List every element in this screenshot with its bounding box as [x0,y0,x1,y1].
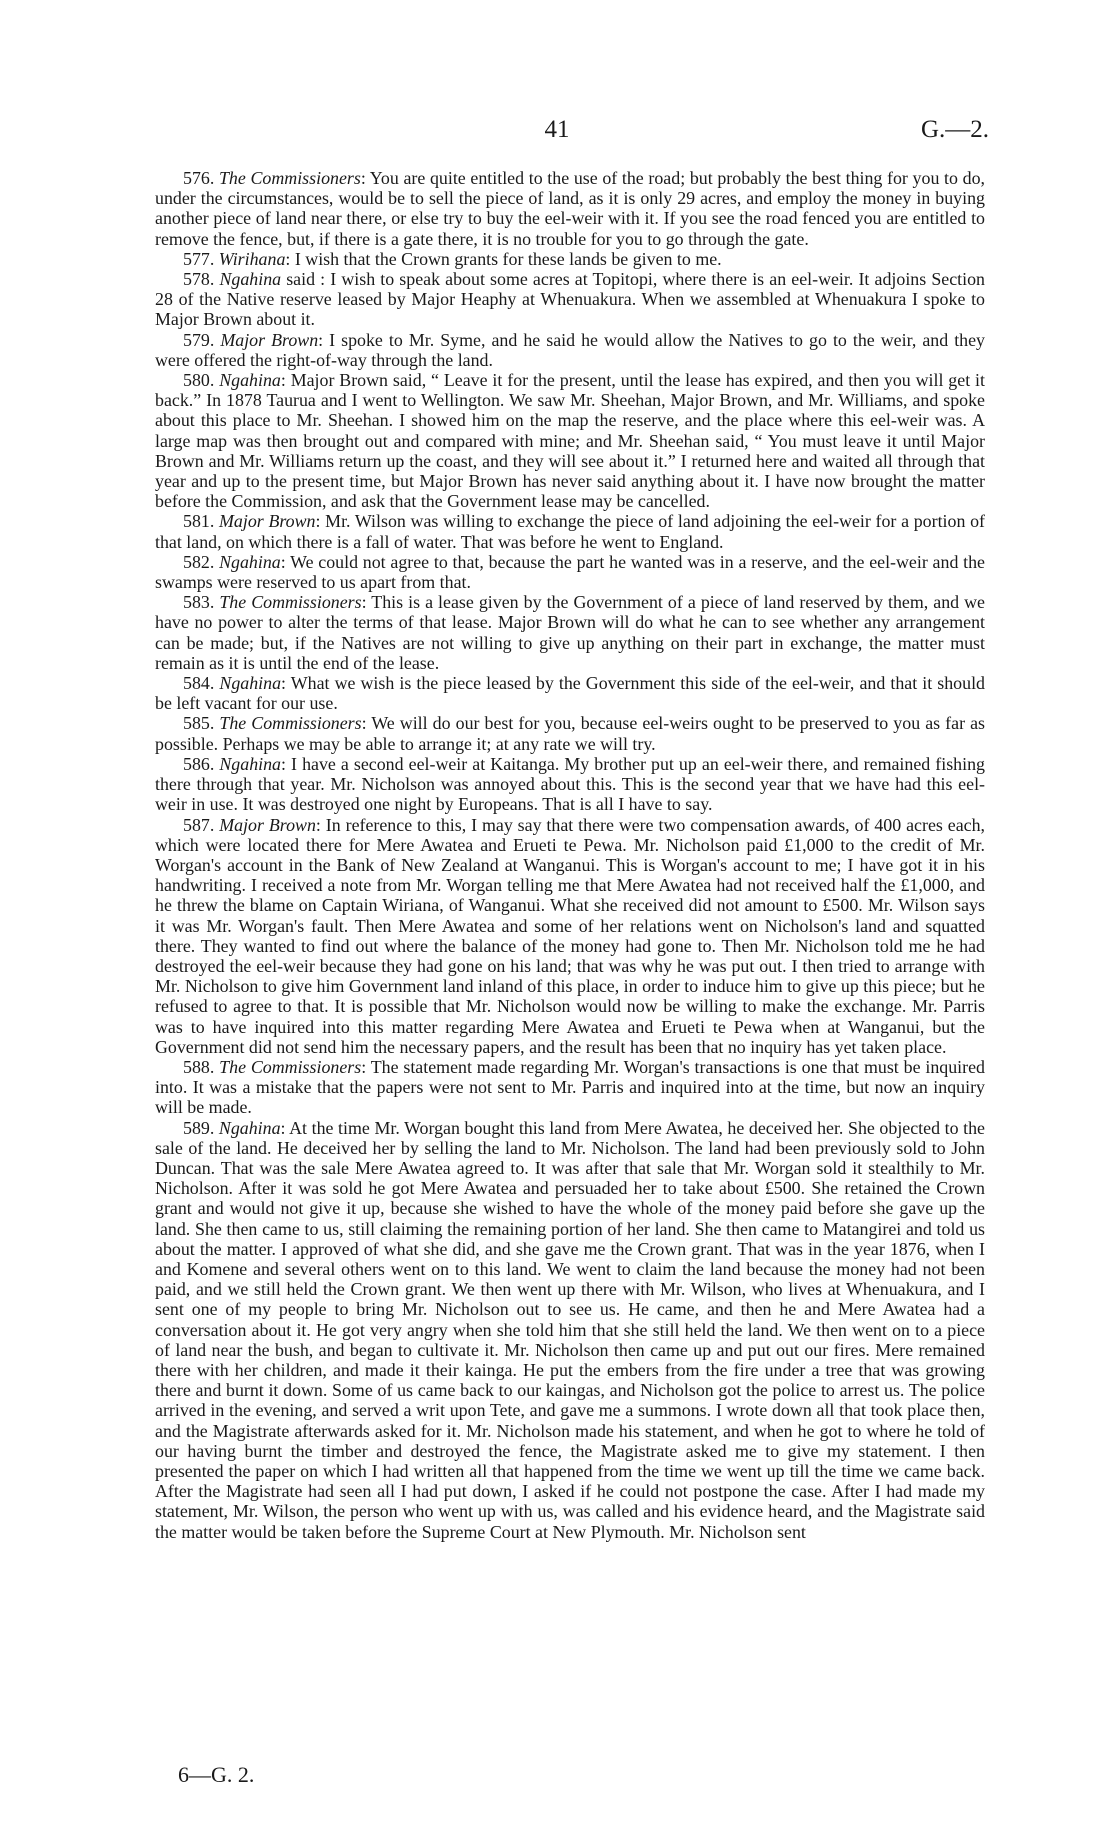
speaker-name: Wirihana [218,248,286,269]
page-number: 41 [544,116,570,143]
paragraph-text: : I wish that the Crown grants for these lands be given to me. [285,248,722,269]
paragraph-number: 587. [183,814,215,835]
paragraph-number: 577. [183,248,215,269]
speaker-name: Ngahina [219,370,281,391]
paragraph-588 [155,1057,985,1118]
paragraph-578 [155,269,985,330]
paragraph-number: 579. [183,329,215,350]
paragraph-number: 586. [183,753,215,774]
paragraph-text: : Major Brown said, “ Leave it for the present, until the lease has expired, and then you will get it back.” In 1878 Taurua and I went to Wellington. We saw Mr. Sheehan, Major Brown, and Mr. Williams, and spoke about this place to Mr. Sheehan. I showed him on the map the reserve, and the place where this eel-weir was. A large map was then brought out and compared with mine; and Mr. Sheehan said, “ You must leave it until Major Brown and Mr. Williams return up the coast, and they will see about it.” I returned here and waited all through that year and up to the present time, but Major Brown has never said anything about it. I have now brought the matter before the Commission, and ask that the Government lease may be cancelled. [155,370,985,512]
paragraph-577 [155,249,985,269]
paragraph-text: : Mr. Wilson was willing to exchange the piece of land adjoining the eel-weir for a portion of that land, on which there is a fall of water. That was before he went to England. [155,511,985,552]
speaker-name: Ngahina [219,269,282,290]
speaker-name: Major Brown [220,329,319,350]
paragraph-number: 576. [183,168,215,188]
paragraph-584 [155,673,985,713]
paragraph-582 [155,552,985,592]
paragraph-text: : This is a lease given by the Government of a piece of land reserved by them, and we have no power to alter the terms of that lease. Major Brown will do what he can to see whether any arrangement can be made; but, if the Natives are not willing to give up anything on their part in exchange, the matter must remain as it is until the end of the lease. [155,592,985,673]
speaker-name: Ngahina [219,753,282,774]
speaker-name: Major Brown [219,511,316,532]
paragraph-581 [155,511,985,551]
paragraph-number: 578. [183,269,215,290]
paragraph-text: : You are quite entitled to the use of the road; but probably the best thing for you to do, under the circumstances, would be to sell the piece of land, as it is only 29 acres, and employ the money in buying another piece of land near there, or else try to buy the eel-weir with it. If you see the road fenced you are entitled to remove the fence, but, if there is a gate there, it is no trouble for you to go through the gate. [155,168,985,249]
speaker-name: Ngahina [219,551,281,572]
speaker-name: Ngahina [219,673,282,694]
speaker-name: The Commissioners [219,592,362,613]
paragraph-number: 582. [183,551,215,572]
paragraph-number: 584. [183,673,215,694]
speaker-name: Major Brown [219,814,316,835]
paragraph-number: 583. [183,592,215,613]
speaker-name: The Commissioners [219,1056,362,1077]
paragraph-number: 585. [183,713,215,734]
paragraph-number: 588. [183,1056,215,1077]
speaker-name: Ngahina [218,1117,281,1138]
paragraph-text: : In reference to this, I may say that there were two compensation awards, of 400 acres each, which were located there for Mere Awatea and Erueti te Pewa. Mr. Nicholson paid £1,000 to the credit of Mr. Worgan's account in the Bank of New Zealand at Wanganui. This is Worgan's account to me; I have got it in his handwriting. I received a note from Mr. Worgan telling me that Mere Awatea had not received half the £1,000, and he threw the blame on Captain Wiriana, of Wanganui. What she received did not amount to £500. Mr. Wilson says it was Mr. Worgan's fault. Then Mere Awatea and some of her relations went on Nicholson's land and squatted there. They wanted to find out where the balance of the money had gone to. Then Mr. Nicholson told me he had destroyed the eel-weir because they had gone on his land; that was why he was put out. I then tried to arrange with Mr. Nicholson to give him Government land inland of this place, in order to induce him to give up this piece; but he refused to agree to that. It is possible that Mr. Nicholson would now be willing to make the exchange. Mr. Parris was to have inquired into this matter regarding Mere Awatea and Erueti te Pewa when at Wanganui, but the Government did not send him the necessary papers, and the result has been that no inquiry has yet taken place. [155,814,986,1057]
paragraph-number: 589. [183,1117,215,1138]
document-reference: G.—2. [920,116,989,143]
paragraph-text: : I have a second eel-weir at Kaitanga. My brother put up an eel-weir there, and remained fishing there through that year. Mr. Nicholson was annoyed about this. This is the second year that we have had this eel-weir in use. It was destroyed one night by Europeans. That is all I have to say. [155,753,985,815]
printer-signature: 6—G. 2. [178,1762,255,1787]
paragraph-589 [155,1118,985,1542]
paragraph-583 [155,592,985,673]
paragraph-579 [155,330,985,370]
paragraph-text: said : I wish to speak about some acres at Topitopi, where there is an eel-weir. It adjoins Section 28 of the Native reserve leased by Major Heaphy at Whenuakura. When we assembled at Whenuakura I spoke to Major Brown about it. [155,269,985,330]
paragraph-587 [155,815,985,1057]
paragraph-text: : We will do our best for you, because eel-weirs ought to be preserved to you as far as possible. Perhaps we may be able to arrange it; at any rate we will try. [155,713,985,754]
paragraph-text: : The statement made regarding Mr. Worgan's transactions is one that must be inquired into. It was a mistake that the papers were not sent to Mr. Parris and inquired into at the time, but now an inquiry will be made. [155,1056,985,1118]
paragraph-586 [155,754,985,815]
paragraph-text: : I spoke to Mr. Syme, and he said he would allow the Natives to go to the weir, and they were offered the right-of-way through the land. [155,329,985,370]
paragraph-text: : We could not agree to that, because the part he wanted was in a reserve, and the eel-weir and the swamps were reserved to us apart from that. [155,551,985,593]
paragraph-text: : What we wish is the piece leased by the Government this side of the eel-weir, and that it should be left vacant for our use. [155,673,985,714]
page-header [0,110,1114,150]
paragraph-number: 581. [183,511,215,532]
body-text [155,168,985,1542]
paragraph-580 [155,370,985,511]
speaker-name: The Commissioners [218,168,361,188]
paragraph-585 [155,713,985,753]
paragraph-576 [155,168,985,249]
speaker-name: The Commissioners [219,713,362,734]
paragraph-number: 580. [183,370,215,391]
paragraph-text: : At the time Mr. Worgan bought this land from Mere Awatea, he deceived her. She objected to the sale of the land. He deceived her by selling the land to Mr. Nicholson. The land had been previously sold to John Duncan. That was the sale Mere Awatea agreed to. It was after that sale that Mr. Worgan sold it stealthily to Mr. Nicholson. After it was sold he got Mere Awatea and persuaded her to take about £500. She retained the Crown grant and would not give it up, because she wished to have the whole of the money paid before she gave up the land. She then came to us, still claiming the remaining portion of her land. She then came to Matangirei and told us about the matter. I approved of what she did, and she gave me the Crown grant. That was in the year 1876, when I and Komene and several others went on to this land. We went to claim the land because the money had not been paid, and we still held the Crown grant. We then went up there with Mr. Wilson, who lives at Whenuakura, and I sent one of my people to bring Mr. Nicholson out to see us. He came, and then he and Mere Awatea had a conversation about it. He got very angry when she told him that she still held the land. We then went on to a piece of land near the bush, and began to cultivate it. Mr. Nicholson then came up and put out our fires. Mere remained there with her children, and made it their kainga. He put the embers from the fire under a tree that was growing there and burnt it down. Some of us came back to our kaingas, and Nicholson got the police to arrest us. The police arrived in the evening, and served a writ upon Tete, and gave me a summons. I wrote down all that took place then, and the Magistrate afterwards asked for it. Mr. Nicholson made his statement, and when he got to where he told of our having burnt the timber and destroyed the fence, the Magistrate asked me to give my statement. I then presented the paper on which I had written all that happened from the time we went up till the time we came back. After the Magistrate had seen all I had put down, I asked if he could not postpone the case. After I had made my statement, Mr. Wilson, the person who went up with us, was called and his evidence heard, and the Magistrate said the matter would be taken before the Supreme Court at New Plymouth. Mr. Nicholson sent [155,1117,985,1542]
